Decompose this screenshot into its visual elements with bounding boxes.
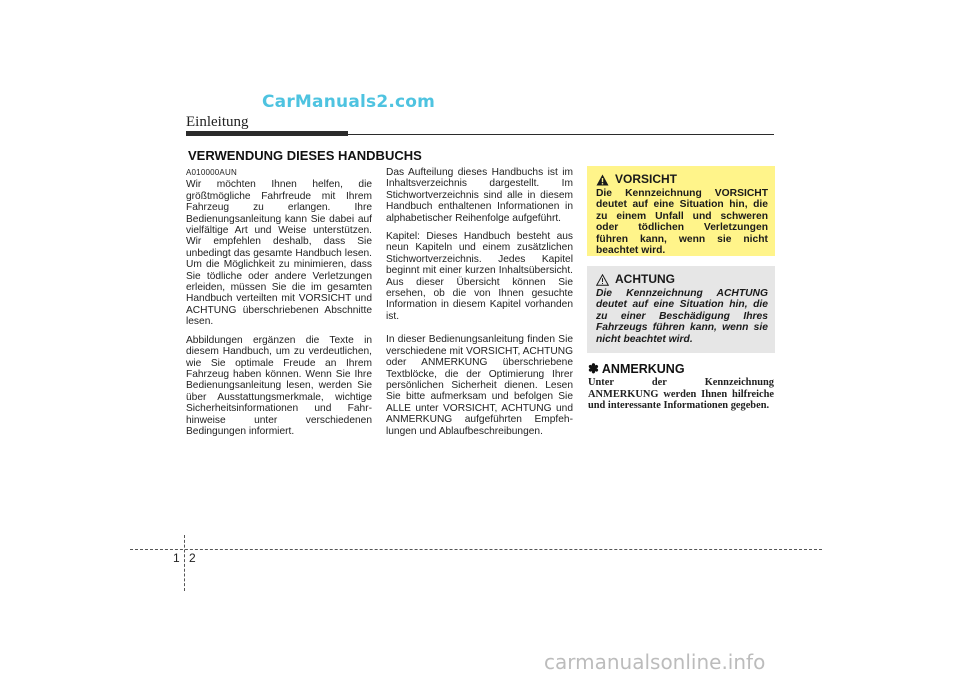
paragraph: Kapitel: Dieses Handbuch besteht aus neun Kapiteln und einem zusätzlichen Stichwortverzeichnis. Jedes Kapitel beginnt mit einer kurzen Inhaltsübersicht. Aus dieser Übersicht können Sie ersehen, ob die von Ihnen gesuchte Information in diesem Kapitel vorhanden ist.	[386, 231, 573, 322]
caution-triangle-icon	[596, 274, 609, 286]
paragraph: In dieser Bedienungsanleitung finden Sie verschiedene mit VORSICHT, ACHTUNG oder ANMERKUNG überschriebene Textblöcke, die der Optimierung Ihrer persönlichen Sicherheit dienen. Lesen Sie bitte aufmerksam und befolgen Sie ALLE unter VORSICHT, ACHTUNG und ANMERKUNG aufgeführten Empfeh- lungen und Ablaufbeschreibungen.	[386, 334, 573, 437]
warning-header	[596, 174, 768, 186]
footer-dashed-divider	[184, 535, 185, 591]
warning-text: Die Kennzeichnung VORSICHT deutet auf eine Situation hin, die zu einem Unfall und schweren oder tödlichen Verletzungen führen kann, wenn sie nicht beachtet wird.	[596, 188, 768, 257]
paragraph: Das Aufteilung dieses Handbuchs ist im Inhaltsverzeichnis dargestellt. Im Stichwortverzeichnis sind alle in diesem Handbuch enthaltenen Informationen in alphabetischer Reihenfolge aufgeführt.	[386, 167, 573, 224]
note-text: Unter der Kennzeichnung ANMERKUNG werden Ihnen hilfreiche und interessante Informationen gegeben.	[588, 377, 774, 412]
warning-title: VORSICHT	[615, 172, 678, 187]
caution-title: ACHTUNG	[615, 272, 675, 287]
page-number: 2	[189, 551, 196, 565]
header-rule-thick	[186, 131, 348, 136]
note-title: ANMERKUNG	[601, 362, 685, 376]
chapter-number: 1	[173, 551, 180, 565]
paragraph: Wir möchten Ihnen helfen, die größtmögliche Fahrfreude mit Ihrem Fahrzeug zu erlangen. Ihre Bedienungsanleitung kann Sie dabei auf vielfältige Art und Weise unterstützen. Wir empfehlen deshalb, dass Sie unbedingt das gesamte Handbuch lesen. Um die Möglichkeit zu minimieren, dass Sie tödliche oder andere Verletzungen erleiden, müssen Sie die im gesamten Handbuch verteilten mit VORSICHT und ACHTUNG überschriebenen Abschnitte lesen.	[186, 179, 372, 328]
caution-text: Die Kennzeichnung ACHTUNG deutet auf eine Situation hin, die zu einer Beschädigung Ihres Fahrzeugs führen kann, wenn sie nicht beachtet wird.	[596, 288, 768, 345]
footer-dashed-rule	[130, 549, 822, 550]
warning-box	[587, 166, 775, 256]
warning-triangle-icon	[596, 174, 609, 186]
section-heading: VERWENDUNG DIESES HANDBUCHS	[188, 148, 422, 163]
document-code: A010000AUN	[186, 168, 237, 177]
text-column-2	[386, 167, 573, 444]
caution-box	[587, 266, 775, 353]
watermark-carmanualsonline: carmanualsonline.info	[544, 650, 766, 674]
text-column-1	[186, 167, 372, 444]
header-rule-thin	[348, 134, 774, 135]
paragraph: Abbildungen ergänzen die Texte in diesem Handbuch, um zu verdeutlichen, wie Sie optimale Freude an Ihrem Fahrzeug haben können. Wenn Sie Ihre Bedienungsanleitung lesen, werden Sie über Ausstattungsmerkmale, wichtige Sicherheitsinformationen und Fahr- hinweise unter verschiedenen Bedingungen informiert.	[186, 334, 372, 437]
note-heading	[588, 361, 685, 377]
watermark-carmanuals2: CarManuals2.com	[262, 92, 436, 112]
chapter-title: Einleitung	[186, 114, 249, 130]
note-symbol-icon: ✽	[588, 361, 599, 376]
caution-header	[596, 274, 768, 286]
